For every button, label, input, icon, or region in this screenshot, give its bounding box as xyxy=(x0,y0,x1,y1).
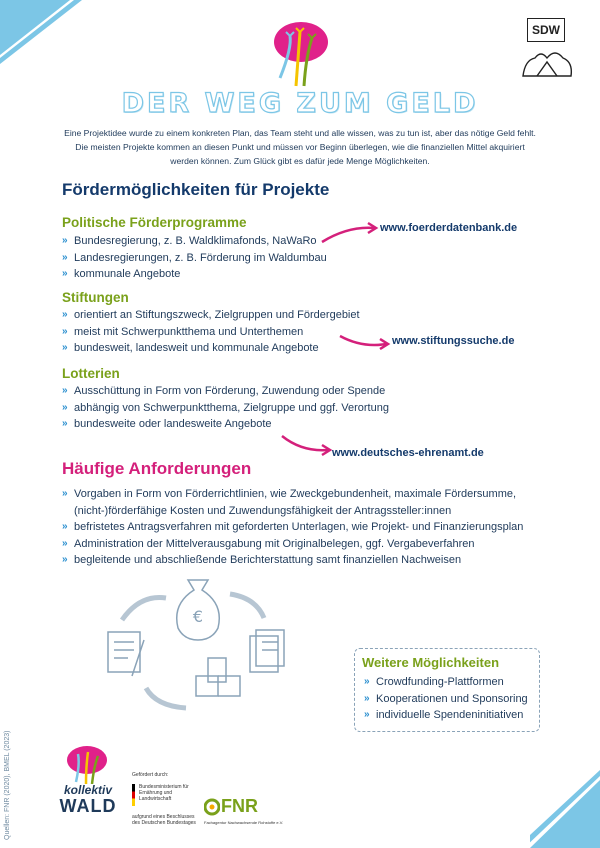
top-left-corner-stripe xyxy=(0,0,90,70)
heading-politische: Politische Förderprogramme xyxy=(62,215,247,230)
fnr-text: FNR xyxy=(221,796,258,816)
heading-anforderungen: Häufige Anforderungen xyxy=(62,459,252,478)
footer-logo-line1: kollektiv xyxy=(63,783,113,797)
list-item: » meist mit Schwerpunktthema und Unterthemen xyxy=(62,324,382,341)
chevron-icon: » xyxy=(62,268,68,279)
chevron-icon: » xyxy=(62,342,68,353)
bottom-right-corner-stripe xyxy=(530,770,600,848)
chevron-icon: » xyxy=(62,401,68,413)
document-pen-icon xyxy=(108,632,144,676)
chevron-icon: » xyxy=(364,692,370,704)
list-item: » individuelle Spendeninitiativen xyxy=(364,707,534,724)
list-politische xyxy=(62,233,362,283)
list-item: » befristetes Antragsverfahren mit geforderten Unterlagen, wie Projekt- und Finanzierungsplan xyxy=(62,519,540,536)
german-flag-icon xyxy=(132,784,135,806)
list-item: » abhängig von Schwerpunktthema, Zielgruppe und ggf. Verortung xyxy=(62,400,402,417)
chevron-icon: » xyxy=(62,309,68,320)
heading-stiftungen: Stiftungen xyxy=(62,290,129,305)
list-item: » Crowdfunding-Plattformen xyxy=(364,674,534,691)
funding-cycle-illustration xyxy=(100,570,300,720)
chevron-icon: » xyxy=(62,235,68,246)
sdw-trees-icon xyxy=(521,42,573,82)
chevron-icon: » xyxy=(62,385,68,396)
link-stiftungssuche[interactable]: www.stiftungssuche.de xyxy=(392,335,515,347)
list-item: » bundesweite oder landesweite Angebote xyxy=(62,416,402,433)
svg-text:€: € xyxy=(192,607,204,626)
list-item: » kommunale Angebote xyxy=(62,266,362,283)
link-foerderdatenbank[interactable]: www.foerderdatenbank.de xyxy=(380,222,518,234)
footer-logo-line2: WALD xyxy=(59,796,117,816)
chevron-icon: » xyxy=(62,554,68,565)
pink-arrow-icon xyxy=(318,220,380,246)
footer-logo-text xyxy=(56,784,120,816)
funded-by-label: Gefördert durch: xyxy=(132,772,169,778)
list-stiftungen xyxy=(62,307,382,357)
list-item: » Ausschüttung in Form von Förderung, Zuwendung oder Spende xyxy=(62,383,402,400)
page-title: DER WEG ZUM GELD xyxy=(121,88,479,119)
chevron-icon: » xyxy=(62,537,68,549)
list-item: » begleitende und abschließende Berichterstattung samt finanziellen Nachweisen xyxy=(62,552,540,569)
intro-text: Eine Projektidee wurde zu einem konkreten Plan, das Team steht und alle wissen, was zu tun ist, aber das nötige Geld fehlt. Die meisten Projekte kommen an diesen Punkt und müssen vor Beginn überlegen, wie die finanziellen Mittel akquiriert werden können. Zum Glück gibt es dafür jede Menge Möglichkeiten. xyxy=(64,128,536,166)
list-lotterien xyxy=(62,383,402,433)
chevron-icon: » xyxy=(62,251,68,263)
pink-arrow-icon xyxy=(278,432,334,458)
chevron-icon: » xyxy=(62,488,68,499)
fnr-subtitle: Fachagentur Nachwachsende Rohstoffe e.V. xyxy=(204,820,284,825)
list-anforderungen xyxy=(62,486,540,569)
kollektiv-wald-footer-logo-icon xyxy=(64,744,110,784)
link-deutsches-ehrenamt[interactable]: www.deutsches-ehrenamt.de xyxy=(332,447,484,459)
sources-note: Quellen: FNR (2020), BMEL (2023) xyxy=(4,730,11,840)
sdw-logo xyxy=(521,16,571,82)
kollektiv-wald-logo-icon xyxy=(270,18,330,92)
heading-lotterien: Lotterien xyxy=(62,366,120,381)
money-bag-icon xyxy=(177,580,220,640)
chevron-icon: » xyxy=(62,521,68,532)
list-item: » orientiert an Stiftungszweck, Zielgruppen und Fördergebiet xyxy=(62,307,382,324)
bundestag-note: aufgrund eines Beschlusses des Deutschen Bundestages xyxy=(132,814,196,826)
fnr-leaf-icon xyxy=(204,798,220,816)
list-item: » Bundesregierung, z. B. Waldklimafonds, NaWaRo xyxy=(62,233,362,250)
chevron-icon: » xyxy=(62,418,68,429)
list-item: » bundesweit, landesweit und kommunale Angebote xyxy=(62,340,382,357)
section-heading-funding: Fördermöglichkeiten für Projekte xyxy=(62,180,330,199)
chevron-icon: » xyxy=(364,709,370,720)
ministry-name: Bundesministerium für Ernährung und Landwirtschaft xyxy=(139,784,189,802)
heading-weitere: Weitere Möglichkeiten xyxy=(362,655,500,670)
documents-stack-icon xyxy=(250,630,284,672)
chevron-icon: » xyxy=(364,676,370,687)
list-item: » Vorgaben in Form von Förderrichtlinien, wie Zweckgebundenheit, maximale Fördersumme, (nicht-)förderfähige Kosten und Zuwendungsfähigkeit der Antragssteller:innen xyxy=(62,488,517,517)
list-item: » Administration der Mittelverausgabung mit Originalbelegen, ggf. Vergabeverfahren xyxy=(62,536,540,553)
pink-arrow-icon xyxy=(336,332,392,354)
list-item: » Landesregierungen, z. B. Förderung im Waldumbau xyxy=(62,250,362,267)
chevron-icon: » xyxy=(62,325,68,337)
list-weitere xyxy=(364,674,534,724)
sdw-logo-box: SDW xyxy=(527,18,565,42)
list-item: » Kooperationen und Sponsoring xyxy=(364,691,534,708)
calculator-book-icon xyxy=(196,658,240,696)
